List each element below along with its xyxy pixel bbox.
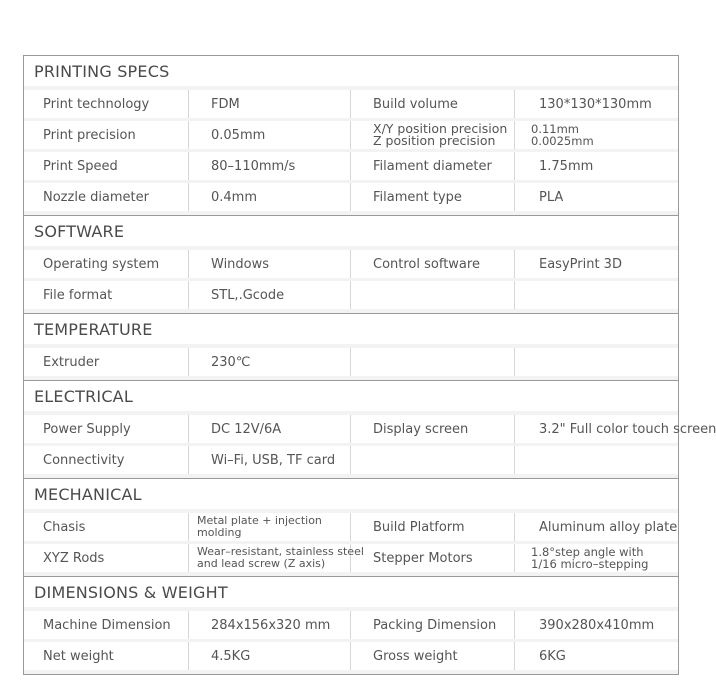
spec-label: File format [24, 281, 189, 309]
spec-value: DC 12V/6A [189, 415, 351, 443]
spec-value [189, 544, 364, 572]
spec-row [24, 348, 678, 376]
spec-section [24, 215, 678, 313]
spec-label-line: Z position precision [373, 133, 496, 148]
spec-label: Print Speed [24, 152, 189, 180]
spec-value-line: Metal plate + injection [197, 514, 322, 527]
spec-value: 1.75mm [539, 158, 594, 174]
spec-value: STL,.Gcode [189, 281, 351, 309]
spec-label: Net weight [24, 642, 189, 670]
spec-label: Machine Dimension [24, 611, 189, 639]
spec-row [24, 90, 678, 118]
spec-value: PLA [539, 189, 564, 205]
spec-value: 0.4mm [189, 183, 351, 211]
spec-label: Extruder [24, 348, 189, 376]
spec-row [24, 544, 678, 572]
spec-row [24, 152, 678, 180]
spec-label: Display screen [351, 415, 515, 443]
spec-value: 6KG [539, 648, 566, 664]
section-rows [24, 86, 678, 215]
spec-value: 3.2" Full color touch screen [539, 421, 716, 437]
spec-row [24, 642, 678, 670]
spec-label [351, 121, 515, 149]
spec-value [515, 348, 678, 376]
spec-row [24, 250, 678, 278]
spec-value [189, 513, 351, 541]
spec-row [24, 513, 678, 541]
spec-value [515, 281, 678, 309]
spec-label: Build Platform [351, 513, 515, 541]
spec-label: Nozzle diameter [24, 183, 189, 211]
section-rows [24, 509, 678, 576]
spec-label: Operating system [24, 250, 189, 278]
spec-label: Stepper Motors [351, 544, 515, 572]
spec-value: 284x156x320 mm [189, 611, 351, 639]
spec-value: FDM [189, 90, 351, 118]
spec-row [24, 611, 678, 639]
spec-value-line: molding [197, 526, 242, 539]
spec-section [24, 576, 678, 674]
spec-value: Aluminum alloy plate [539, 519, 678, 535]
section-title: PRINTING SPECS [34, 62, 170, 81]
spec-label [351, 281, 515, 309]
spec-label: Packing Dimension [351, 611, 515, 639]
section-rows [24, 607, 678, 674]
spec-row [24, 415, 716, 443]
spec-value: Windows [189, 250, 351, 278]
spec-row [24, 183, 678, 211]
spec-label: Chasis [24, 513, 189, 541]
spec-section [24, 478, 678, 576]
spec-value: 390x280x410mm [539, 617, 655, 633]
spec-value: 230℃ [189, 348, 351, 376]
spec-label: Connectivity [24, 446, 189, 474]
spec-value: EasyPrint 3D [539, 256, 622, 272]
spec-table [23, 55, 716, 675]
spec-value: 0.05mm [189, 121, 351, 149]
spec-section [24, 55, 678, 215]
spec-label-line: X/Y position precision [373, 121, 508, 136]
spec-value-line: Wear–resistant, stainless steel [197, 545, 364, 558]
spec-section [24, 380, 716, 478]
spec-label: XYZ Rods [24, 544, 189, 572]
spec-value [515, 446, 678, 474]
section-rows [24, 344, 678, 380]
spec-value-line: 1.8°step angle with [531, 545, 644, 559]
spec-value: 80–110mm/s [189, 152, 351, 180]
section-title: DIMENSIONS & WEIGHT [34, 583, 228, 602]
spec-label: Print precision [24, 121, 189, 149]
spec-row [24, 121, 678, 149]
spec-value-line: 1/16 micro–stepping [531, 557, 649, 571]
spec-label: Control software [351, 250, 515, 278]
spec-value-line: 0.11mm [531, 122, 580, 136]
spec-value-line: 0.0025mm [531, 134, 594, 148]
spec-label: Print technology [24, 90, 189, 118]
spec-value: 4.5KG [189, 642, 351, 670]
spec-value [515, 544, 678, 572]
spec-value-line: and lead screw (Z axis) [197, 557, 326, 570]
spec-value: 130*130*130mm [539, 96, 652, 112]
spec-row [24, 446, 678, 474]
spec-row [24, 281, 678, 309]
spec-label [351, 446, 515, 474]
spec-label: Filament type [351, 183, 515, 211]
section-rows [24, 246, 678, 313]
spec-label: Gross weight [351, 642, 515, 670]
spec-label: Power Supply [24, 415, 189, 443]
spec-value: Wi–Fi, USB, TF card [189, 446, 351, 474]
spec-label [351, 348, 515, 376]
section-title: MECHANICAL [34, 485, 142, 504]
section-title: TEMPERATURE [34, 320, 153, 339]
spec-label: Filament diameter [351, 152, 515, 180]
spec-section [24, 313, 678, 380]
section-title: ELECTRICAL [34, 387, 133, 406]
section-rows [24, 411, 716, 478]
spec-value [515, 121, 678, 149]
spec-label: Build volume [351, 90, 515, 118]
section-title: SOFTWARE [34, 222, 125, 241]
